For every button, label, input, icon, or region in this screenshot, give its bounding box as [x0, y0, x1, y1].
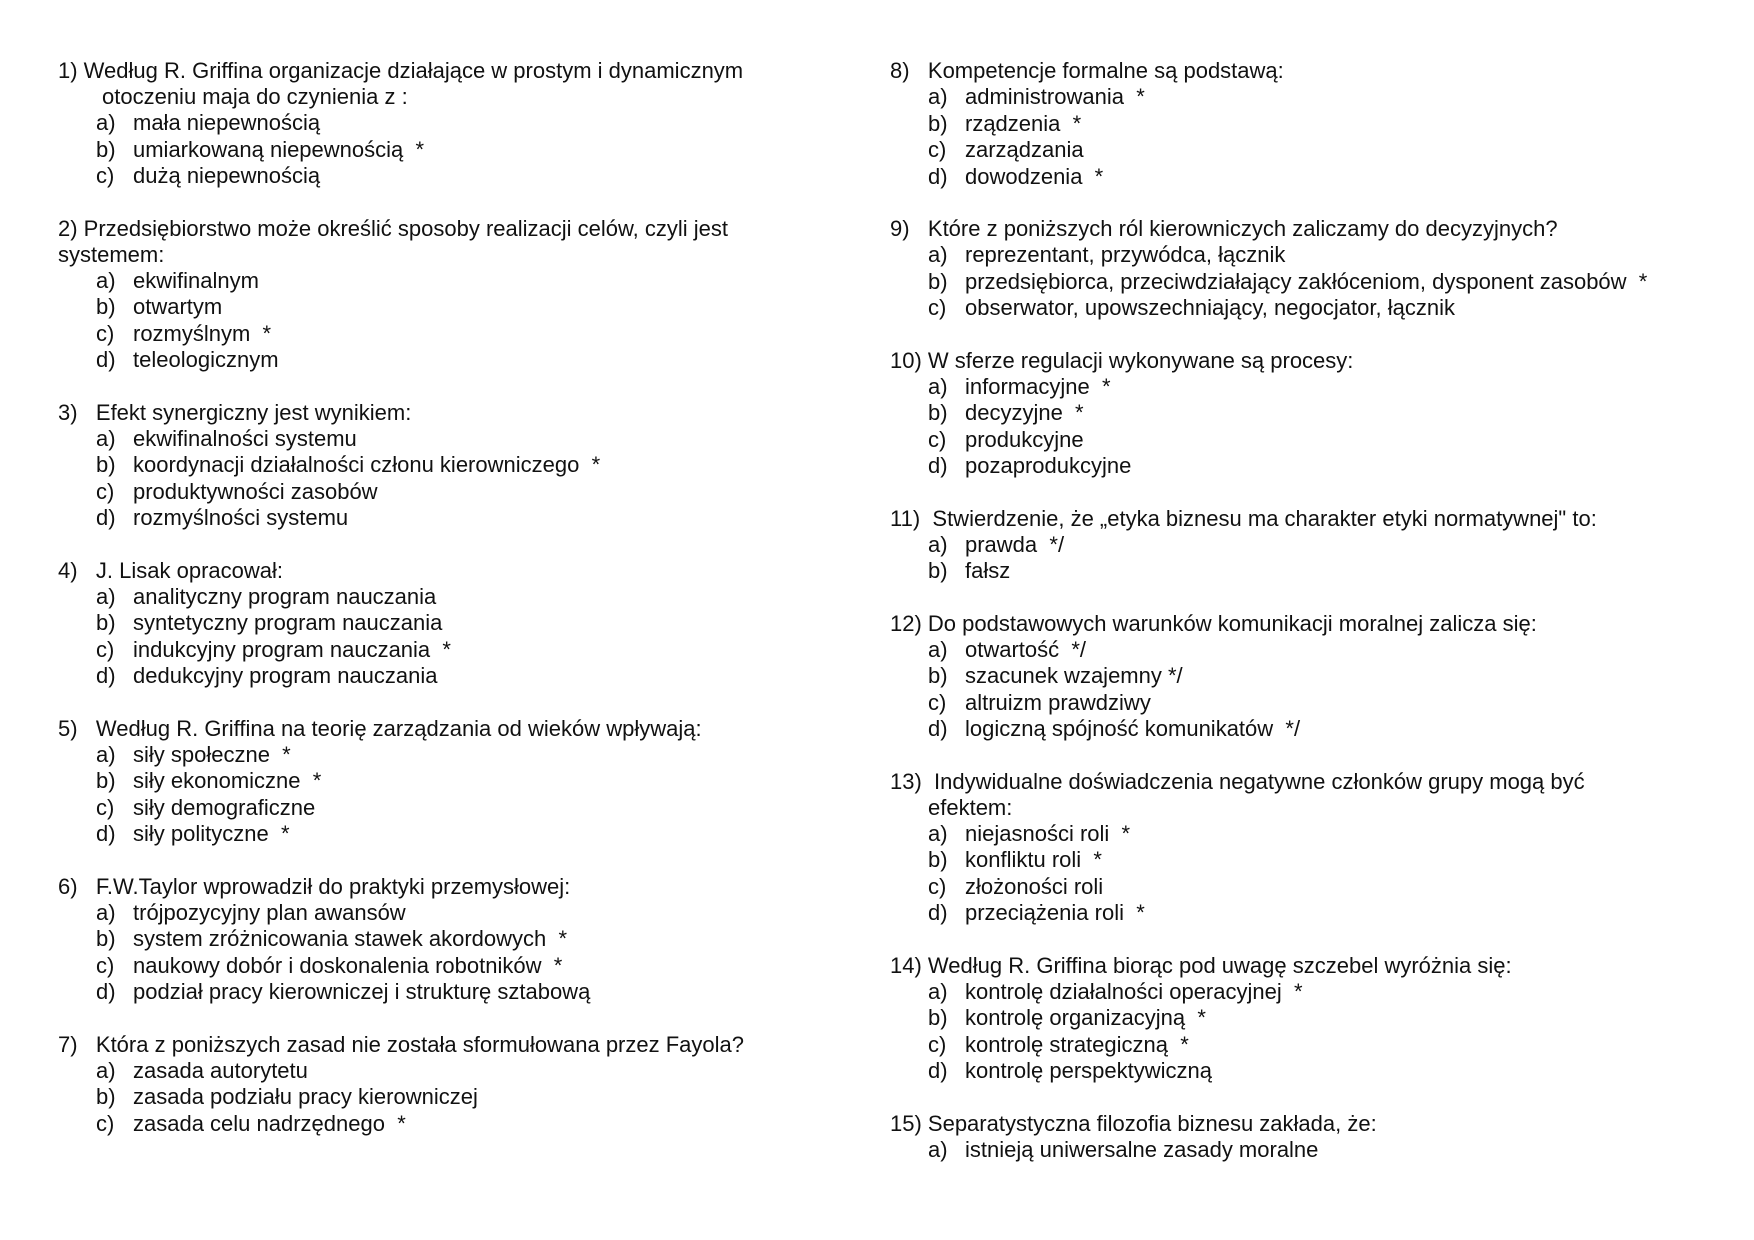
question-text	[58, 400, 818, 426]
answer-text: zasada celu nadrzędnego *	[133, 1110, 406, 1136]
answer-text: pozaprodukcyjne	[965, 453, 1132, 478]
answer-letter: b)	[96, 136, 116, 162]
answer-letter: d)	[928, 716, 948, 741]
answer-text: dużą niepewnością	[133, 163, 321, 188]
answer-text: indukcyjny program nauczania *	[133, 636, 451, 662]
question-line: 9) Które z poniższych ról kierowniczych zaliczamy do decyzyjnych?	[890, 216, 1558, 241]
answer-option	[96, 110, 818, 137]
answer-text: konfliktu roli *	[965, 847, 1102, 872]
answer-option	[928, 663, 1730, 690]
answer-letter: a)	[928, 373, 948, 399]
answer-letter: a)	[96, 110, 116, 135]
question-4	[58, 558, 818, 690]
answer-letter: a)	[96, 425, 116, 451]
question-text	[890, 1111, 1730, 1137]
answer-letter: c)	[96, 320, 115, 346]
answer-letter: c)	[96, 163, 115, 188]
answer-text: umiarkowaną niepewnością *	[133, 136, 425, 162]
answer-letter: d)	[96, 663, 116, 688]
answer-text: altruizm prawdziwy	[965, 689, 1151, 715]
answer-letter: c)	[928, 873, 947, 899]
answer-list	[58, 268, 818, 374]
answer-text: siły polityczne *	[133, 821, 290, 846]
answer-option	[96, 347, 818, 374]
question-line: 12) Do podstawowych warunków komunikacji moralnej zalicza się:	[890, 610, 1537, 636]
answer-option	[96, 137, 818, 164]
answer-option	[928, 137, 1730, 164]
question-6	[58, 874, 818, 1006]
answer-option	[928, 242, 1730, 269]
answer-option	[928, 111, 1730, 138]
answer-letter: d)	[928, 900, 948, 925]
question-line: 14) Według R. Griffina biorąc pod uwagę szczebel wyróżnia się:	[890, 952, 1512, 978]
question-line: 1) Według R. Griffina organizacje działające w prostym i dynamicznym	[58, 58, 744, 83]
question-line: 6) F.W.Taylor wprowadził do praktyki przemysłowej:	[58, 873, 571, 899]
answer-text: analityczny program nauczania	[133, 583, 437, 609]
answer-list	[890, 1137, 1730, 1164]
question-line: 15) Separatystyczna filozofia biznesu zakłada, że:	[890, 1110, 1377, 1136]
answer-text: teleologicznym	[133, 347, 279, 372]
answer-option	[928, 1032, 1730, 1059]
question-text	[58, 558, 818, 584]
answer-letter: d)	[928, 453, 948, 478]
answer-text: decyzyjne *	[965, 400, 1084, 425]
answer-text: logiczną spójność komunikatów */	[965, 716, 1301, 741]
question-line-continued: efektem:	[928, 794, 1013, 820]
question-9	[890, 216, 1730, 322]
answer-letter: a)	[928, 531, 948, 557]
answer-letter: b)	[928, 663, 948, 688]
answer-letter: a)	[928, 636, 948, 662]
answer-list	[890, 821, 1730, 927]
answer-option	[96, 821, 818, 848]
answer-letter: c)	[96, 636, 115, 662]
answer-text: dedukcyjny program nauczania	[133, 663, 438, 688]
answer-text: kontrolę działalności operacyjnej *	[965, 978, 1303, 1004]
answer-list	[890, 979, 1730, 1085]
answer-option	[928, 400, 1730, 427]
answer-option	[96, 294, 818, 321]
question-line: 7) Która z poniższych zasad nie została sformułowana przez Fayola?	[58, 1031, 744, 1057]
answer-option	[928, 1058, 1730, 1085]
answer-list	[58, 1058, 818, 1138]
question-13	[890, 769, 1730, 927]
question-5	[58, 716, 818, 848]
answer-option	[928, 1005, 1730, 1032]
answer-option	[96, 953, 818, 980]
answer-option	[96, 321, 818, 348]
answer-letter: d)	[96, 347, 116, 372]
question-line: 3) Efekt synergiczny jest wynikiem:	[58, 399, 412, 425]
answer-list	[890, 637, 1730, 743]
answer-list	[58, 426, 818, 532]
answer-list	[58, 584, 818, 690]
answer-text: reprezentant, przywódca, łącznik	[965, 242, 1286, 267]
answer-list	[58, 110, 818, 190]
answer-text: naukowy dobór i doskonalenia robotników *	[133, 952, 563, 978]
answer-option	[96, 1058, 818, 1085]
question-line: 4) J. Lisak opracował:	[58, 557, 283, 583]
answer-letter: b)	[928, 1005, 948, 1030]
answer-option	[928, 847, 1730, 874]
answer-text: istnieją uniwersalne zasady moralne	[965, 1136, 1319, 1162]
answer-letter: a)	[96, 583, 116, 609]
answer-letter: c)	[96, 478, 115, 504]
answer-list	[890, 374, 1730, 480]
answer-option	[96, 426, 818, 453]
answer-text: administrowania *	[965, 84, 1145, 109]
answer-option	[96, 900, 818, 927]
answer-text: prawda */	[965, 531, 1065, 557]
question-text	[890, 216, 1730, 242]
answer-letter: b)	[96, 452, 116, 477]
answer-text: kontrolę organizacyjną *	[965, 1005, 1206, 1030]
answer-text: szacunek wzajemny */	[965, 663, 1183, 688]
answer-text: zasada podziału pracy kierowniczej	[133, 1084, 478, 1109]
answer-letter: b)	[96, 926, 116, 951]
answer-letter: d)	[96, 821, 116, 846]
answer-option	[96, 663, 818, 690]
answer-text: siły społeczne *	[133, 741, 291, 767]
answer-text: produktywności zasobów	[133, 478, 378, 504]
answer-letter: c)	[96, 952, 115, 978]
answer-option	[96, 1111, 818, 1138]
answer-letter: a)	[928, 820, 948, 846]
answer-letter: a)	[96, 899, 116, 925]
left-question-column	[58, 58, 818, 1163]
question-text	[890, 506, 1730, 532]
answer-option	[928, 558, 1730, 585]
answer-letter: d)	[928, 163, 948, 189]
answer-option	[96, 979, 818, 1006]
answer-letter: b)	[96, 294, 116, 319]
answer-text: ekwifinalnym	[133, 267, 259, 293]
answer-text: zasada autorytetu	[133, 1057, 308, 1083]
answer-list	[58, 900, 818, 1006]
answer-letter: a)	[928, 84, 948, 109]
answer-option	[928, 900, 1730, 927]
answer-letter: d)	[928, 1058, 948, 1083]
answer-letter: d)	[96, 505, 116, 530]
answer-text: otwartość */	[965, 636, 1087, 662]
question-8	[890, 58, 1730, 190]
answer-option	[96, 795, 818, 822]
answer-text: trójpozycyjny plan awansów	[133, 899, 406, 925]
question-line: 8) Kompetencje formalne są podstawą:	[890, 58, 1284, 83]
answer-text: rządzenia *	[965, 110, 1082, 136]
answer-letter: a)	[96, 741, 116, 767]
question-text	[58, 716, 818, 742]
question-text	[890, 611, 1730, 637]
answer-text: siły ekonomiczne *	[133, 768, 322, 793]
answer-letter: b)	[928, 110, 948, 136]
answer-letter: b)	[928, 268, 948, 294]
question-10	[890, 348, 1730, 480]
answer-letter: b)	[96, 610, 116, 635]
answer-letter: b)	[928, 847, 948, 872]
answer-option	[96, 768, 818, 795]
question-line: 5) Według R. Griffina na teorię zarządzania od wieków wpływają:	[58, 715, 702, 741]
answer-text: zarządzania	[965, 137, 1084, 162]
answer-option	[928, 427, 1730, 454]
answer-text: koordynacji działalności członu kierowniczego *	[133, 452, 601, 477]
answer-text: rozmyślnym *	[133, 320, 272, 346]
question-line: 2) Przedsiębiorstwo może określić sposoby realizacji celów, czyli jest	[58, 215, 729, 241]
question-12	[890, 611, 1730, 743]
answer-option	[928, 453, 1730, 480]
question-text	[58, 58, 818, 110]
answer-text: mała niepewnością	[133, 110, 321, 135]
answer-option	[96, 742, 818, 769]
answer-letter: d)	[96, 979, 116, 1004]
answer-option	[96, 479, 818, 506]
answer-text: siły demograficzne	[133, 794, 316, 820]
answer-text: kontrolę strategiczną *	[965, 1031, 1189, 1057]
question-line: 11) Stwierdzenie, że „etyka biznesu ma charakter etyki normatywnej" to:	[890, 505, 1597, 531]
answer-option	[96, 926, 818, 953]
answer-text: dowodzenia *	[965, 163, 1104, 189]
answer-text: obserwator, upowszechniający, negocjator, łącznik	[965, 295, 1455, 320]
answer-letter: c)	[928, 1031, 947, 1057]
answer-option	[96, 452, 818, 479]
question-7	[58, 1032, 818, 1138]
answer-letter: a)	[96, 267, 116, 293]
answer-text: przeciążenia roli *	[965, 900, 1145, 925]
answer-text: syntetyczny program nauczania	[133, 610, 443, 635]
question-14	[890, 953, 1730, 1085]
answer-letter: a)	[928, 242, 948, 267]
answer-option	[96, 505, 818, 532]
question-text	[890, 769, 1730, 821]
answer-letter: c)	[928, 295, 947, 320]
question-1	[58, 58, 818, 190]
question-15	[890, 1111, 1730, 1164]
answer-option	[928, 84, 1730, 111]
answer-text: fałsz	[965, 558, 1011, 583]
answer-text: system zróżnicowania stawek akordowych *	[133, 926, 568, 951]
answer-option	[928, 690, 1730, 717]
question-3	[58, 400, 818, 532]
answer-letter: a)	[928, 1136, 948, 1162]
answer-option	[928, 1137, 1730, 1164]
answer-option	[928, 532, 1730, 559]
answer-text: rozmyślności systemu	[133, 505, 349, 530]
answer-option	[928, 979, 1730, 1006]
answer-option	[96, 637, 818, 664]
answer-letter: b)	[928, 558, 948, 583]
question-text	[58, 216, 818, 268]
answer-letter: c)	[928, 689, 947, 715]
answer-text: otwartym	[133, 294, 223, 319]
answer-text: informacyjne *	[965, 373, 1111, 399]
question-text	[58, 874, 818, 900]
answer-letter: c)	[928, 426, 947, 452]
question-line-continued: systemem:	[58, 241, 165, 267]
answer-option	[96, 268, 818, 295]
question-text	[890, 953, 1730, 979]
answer-option	[928, 295, 1730, 322]
answer-option	[928, 269, 1730, 296]
answer-option	[928, 821, 1730, 848]
answer-list	[890, 532, 1730, 585]
answer-option	[928, 874, 1730, 901]
answer-text: niejasności roli *	[965, 820, 1131, 846]
answer-text: kontrolę perspektywiczną	[965, 1058, 1213, 1083]
answer-option	[928, 374, 1730, 401]
answer-option	[96, 1084, 818, 1111]
answer-option	[96, 163, 818, 190]
answer-letter: a)	[96, 1057, 116, 1083]
answer-list	[58, 742, 818, 848]
answer-text: podział pracy kierowniczej i strukturę sztabową	[133, 979, 591, 1004]
question-line: 13) Indywidualne doświadczenia negatywne członków grupy mogą być	[890, 768, 1585, 794]
answer-letter: b)	[96, 768, 116, 793]
question-text	[890, 58, 1730, 84]
right-question-column	[890, 58, 1730, 1189]
question-line: 10) W sferze regulacji wykonywane są procesy:	[890, 347, 1354, 373]
answer-option	[928, 164, 1730, 191]
answer-letter: c)	[96, 1110, 115, 1136]
question-2	[58, 216, 818, 374]
answer-option	[928, 716, 1730, 743]
answer-text: przedsiębiorca, przeciwdziałający zakłóceniom, dysponent zasobów *	[965, 268, 1648, 294]
question-text	[890, 348, 1730, 374]
answer-list	[890, 242, 1730, 322]
answer-option	[928, 637, 1730, 664]
answer-letter: b)	[928, 400, 948, 425]
answer-text: złożoności roli	[965, 873, 1104, 899]
answer-letter: c)	[96, 794, 115, 820]
question-text	[58, 1032, 818, 1058]
answer-option	[96, 610, 818, 637]
answer-list	[890, 84, 1730, 190]
answer-letter: a)	[928, 978, 948, 1004]
answer-option	[96, 584, 818, 611]
answer-text: ekwifinalności systemu	[133, 425, 357, 451]
answer-letter: c)	[928, 137, 947, 162]
answer-text: produkcyjne	[965, 426, 1084, 452]
answer-letter: b)	[96, 1084, 116, 1109]
question-line-continued: otoczeniu maja do czynienia z :	[102, 84, 408, 109]
question-11	[890, 506, 1730, 585]
